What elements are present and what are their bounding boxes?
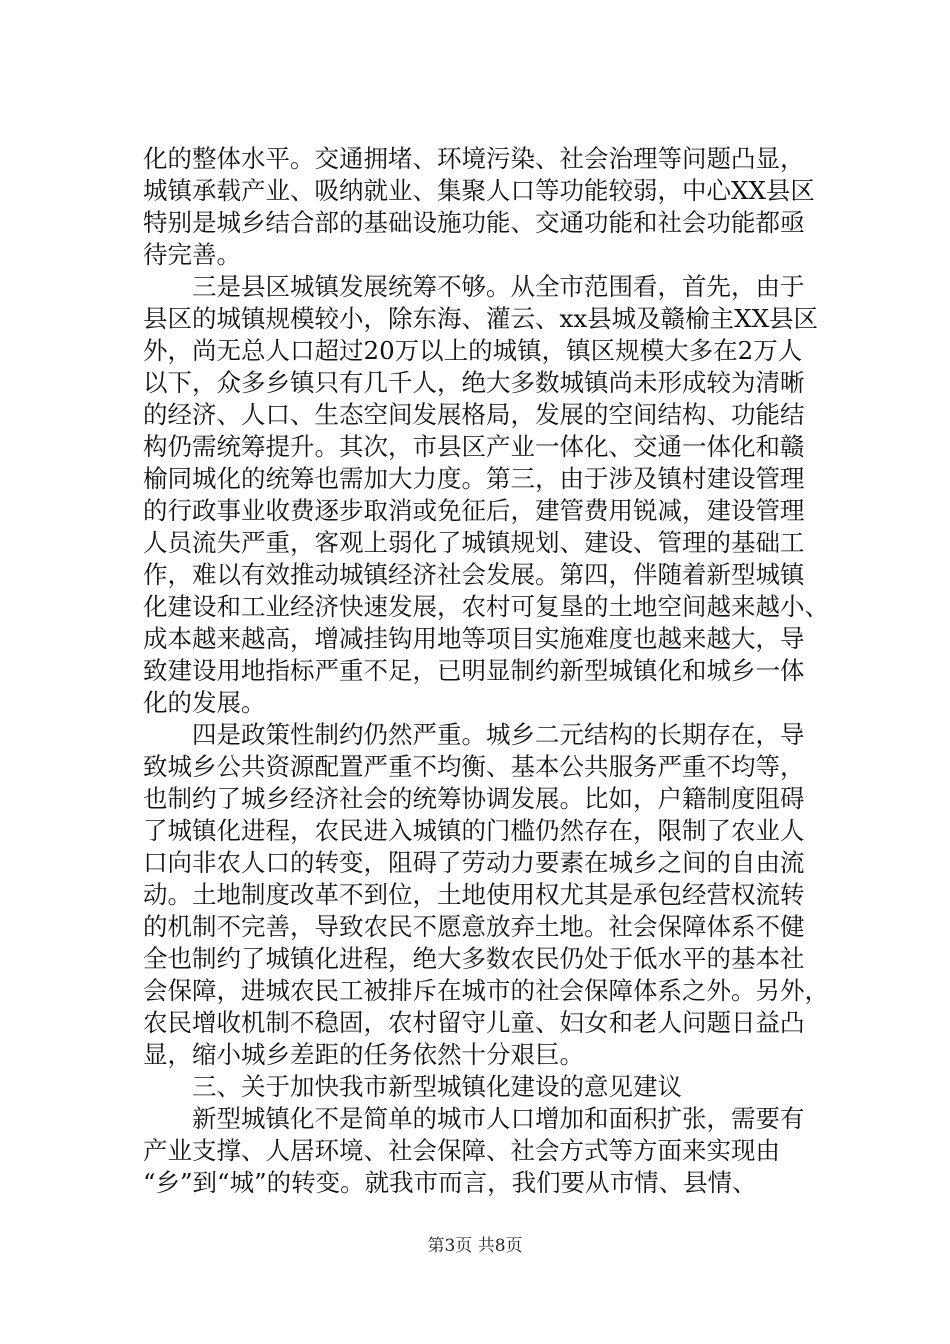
text-line: 城镇承载产业、吸纳就业、集聚人口等功能较弱，中心XX县区 <box>143 176 815 205</box>
text-line: 也制约了城乡经济社会的统筹协调发展。比如，户籍制度阻碍 <box>143 784 805 813</box>
text-line: 成本越来越高，增减挂钩用地等项目实施难度也越来越大，导 <box>143 624 805 653</box>
text-line: 致建设用地指标严重不足，已明显制约新型城镇化和城乡一体 <box>143 656 805 685</box>
text-line: 作，难以有效推动城镇经济社会发展。第四，伴随着新型城镇 <box>143 560 805 589</box>
text-line: 产业支撑、人居环境、社会保障、社会方式等方面来实现由 <box>143 1136 780 1165</box>
text-line: 待完善。 <box>143 240 241 269</box>
text-line: 致城乡公共资源配置严重不均衡、基本公共服务严重不均等， <box>143 752 805 781</box>
section-heading: 三、关于加快我市新型城镇化建设的意见建议 <box>192 1072 682 1101</box>
text-line: 构仍需统筹提升。其次，市县区产业一体化、交通一体化和赣 <box>143 432 805 461</box>
text-line: 以下，众多乡镇只有几千人，绝大多数城镇尚未形成较为清晰 <box>143 368 805 397</box>
body-text <box>143 143 829 1199</box>
page-number-footer: 第3页 共8页 <box>427 1236 523 1256</box>
text-line: 化建设和工业经济快速发展，农村可复垦的土地空间越来越小、 <box>143 592 829 621</box>
text-line: 化的整体水平。交通拥堵、环境污染、社会治理等问题凸显， <box>143 144 805 173</box>
paragraph-start-line: 三是县区城镇发展统筹不够。从全市范围看，首先，由于 <box>192 272 805 301</box>
text-line: 人员流失严重，客观上弱化了城镇规划、建设、管理的基础工 <box>143 528 805 557</box>
text-line: 农民增收机制不稳固，农村留守儿童、妇女和老人问题日益凸 <box>143 1008 805 1037</box>
text-line: “乡”到“城”的转变。就我市而言，我们要从市情、县情、 <box>143 1168 757 1197</box>
text-line: 县区的城镇规模较小，除东海、灌云、xx县城及赣榆主XX县区 <box>143 304 819 333</box>
text-line: 了城镇化进程，农民进入城镇的门槛仍然存在，限制了农业人 <box>143 816 805 845</box>
text-line: 全也制约了城镇化进程，绝大多数农民仍处于低水平的基本社 <box>143 944 805 973</box>
paragraph-start-line: 新型城镇化不是简单的城市人口增加和面积扩张，需要有 <box>192 1104 805 1133</box>
text-line: 榆同城化的统筹也需加大力度。第三，由于涉及镇村建设管理 <box>143 464 805 493</box>
text-line: 的机制不完善，导致农民不愿意放弃土地。社会保障体系不健 <box>143 912 805 941</box>
text-line: 化的发展。 <box>143 688 266 717</box>
text-line: 动。土地制度改革不到位，土地使用权尤其是承包经营权流转 <box>143 880 805 909</box>
text-line: 显，缩小城乡差距的任务依然十分艰巨。 <box>143 1040 584 1069</box>
text-line: 的经济、人口、生态空间发展格局，发展的空间结构、功能结 <box>143 400 805 429</box>
text-line: 外，尚无总人口超过20万以上的城镇，镇区规模大多在2万人 <box>143 336 803 365</box>
paragraph-start-line: 四是政策性制约仍然严重。城乡二元结构的长期存在，导 <box>192 720 805 749</box>
text-line: 的行政事业收费逐步取消或免征后，建管费用锐减，建设管理 <box>143 496 805 525</box>
text-line: 口向非农人口的转变，阻碍了劳动力要素在城乡之间的自由流 <box>143 848 805 877</box>
text-line: 特别是城乡结合部的基础设施功能、交通功能和社会功能都亟 <box>143 208 805 237</box>
text-line: 会保障，进城农民工被排斥在城市的社会保障体系之外。另外， <box>143 976 829 1005</box>
